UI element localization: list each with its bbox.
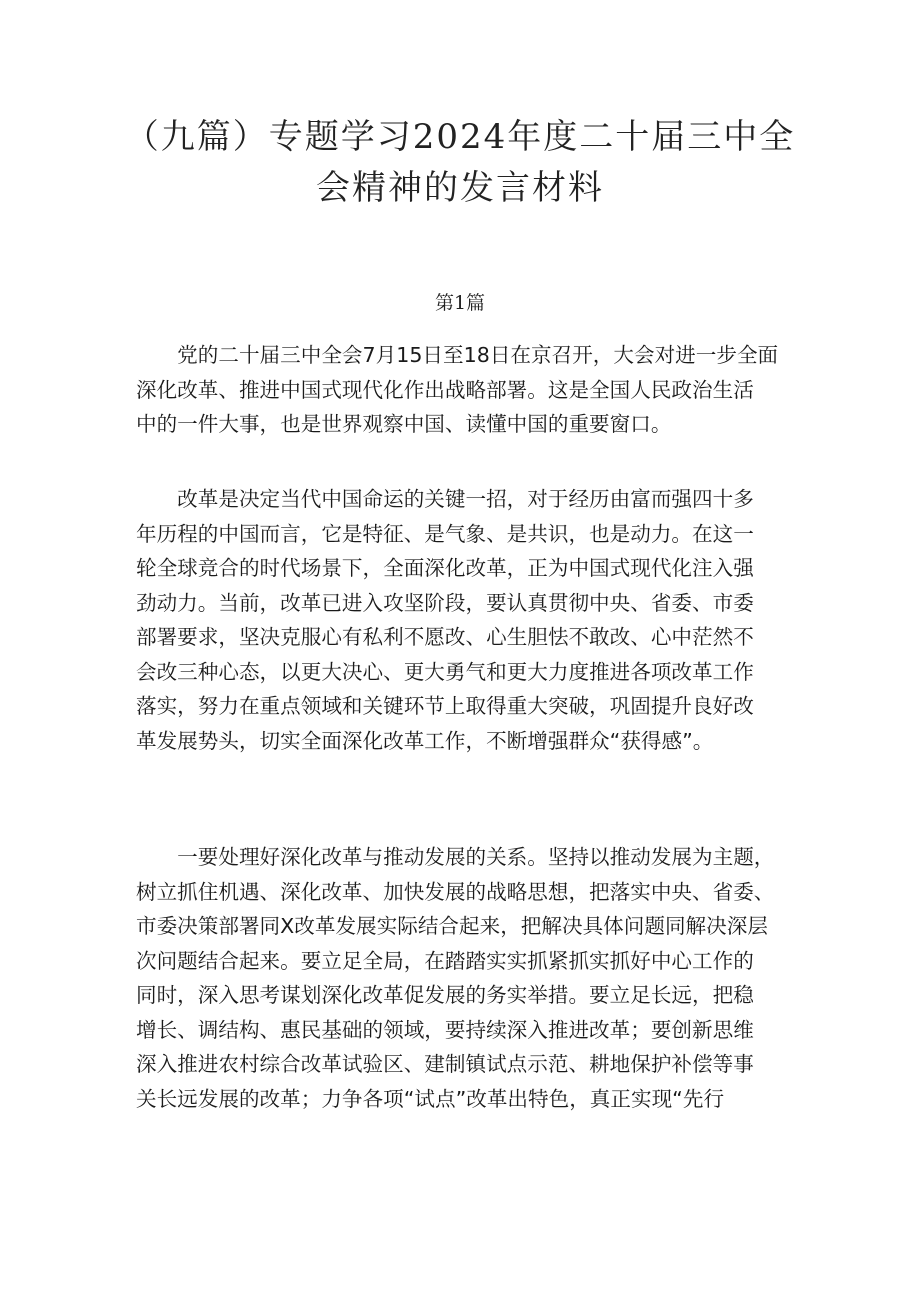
paragraph-line: 中的一件大事，也是世界观察中国、读懂中国的重要窗口。 xyxy=(136,412,672,436)
paragraph-line: 轮全球竞合的时代场景下，全面深化改革，正为中国式现代化注入强 xyxy=(136,556,754,580)
paragraph-line: 革发展势头，切实全面深化改革工作，不断增强群众“获得感”。 xyxy=(136,728,714,753)
paragraph-line: 市委决策部署同X改革发展实际结合起来，把解决具体问题同解决深层 xyxy=(136,914,768,938)
paragraph-line: 落实，努力在重点领域和关键环节上取得重大突破，巩固提升良好改 xyxy=(136,694,754,718)
paragraph-line: 关长远发展的改革；力争各项“试点”改革出特色，真正实现“先行 xyxy=(136,1086,725,1111)
paragraph-line: 部署要求，坚决克服心有私利不愿改、心生胆怯不敢改、心中茫然不 xyxy=(136,625,754,649)
document-title-line-1: （九篇）专题学习2024年度二十届三中全 xyxy=(124,117,796,157)
paragraph-line: 树立抓住机遇、深化改革、加快发展的战略思想，把落实中央、省委、 xyxy=(136,879,775,904)
paragraph-line: 会改三种心态，以更大决心、更大勇气和更大力度推进各项改革工作 xyxy=(136,659,754,684)
paragraph-2 xyxy=(136,482,794,758)
section-heading: 第1篇 xyxy=(434,292,486,314)
document-title-line-2: 会精神的发言材料 xyxy=(316,168,604,208)
paragraph-line: 党的二十届三中全会7月15日至18日在京召开，大会对进一步全面 xyxy=(136,343,779,367)
paragraph-line: 次问题结合起来。要立足全局，在踏踏实实抓紧抓实抓好中心工作的 xyxy=(136,948,754,973)
paragraph-1 xyxy=(136,338,794,442)
paragraph-line: 深入推进农村综合改革试验区、建制镇试点示范、耕地保护补偿等事 xyxy=(136,1052,754,1076)
paragraph-3 xyxy=(136,840,794,1116)
paragraph-line: 一要处理好深化改革与推动发展的关系。坚持以推动发展为主题， xyxy=(136,845,775,869)
paragraph-line: 同时，深入思考谋划深化改革促发展的务实举措。要立足长远，把稳 xyxy=(136,983,754,1007)
paragraph-line: 改革是决定当代中国命运的关键一招，对于经历由富而强四十多 xyxy=(136,487,754,511)
paragraph-line: 深化改革、推进中国式现代化作出战略部署。这是全国人民政治生活 xyxy=(136,377,754,402)
paragraph-line: 劲动力。当前，改革已进入攻坚阶段，要认真贯彻中央、省委、市委 xyxy=(136,590,754,615)
paragraph-line: 年历程的中国而言，它是特征、是气象、是共识，也是动力。在这一 xyxy=(136,521,754,546)
paragraph-line: 增长、调结构、惠民基础的领域，要持续深入推进改革；要创新思维 xyxy=(136,1017,754,1042)
